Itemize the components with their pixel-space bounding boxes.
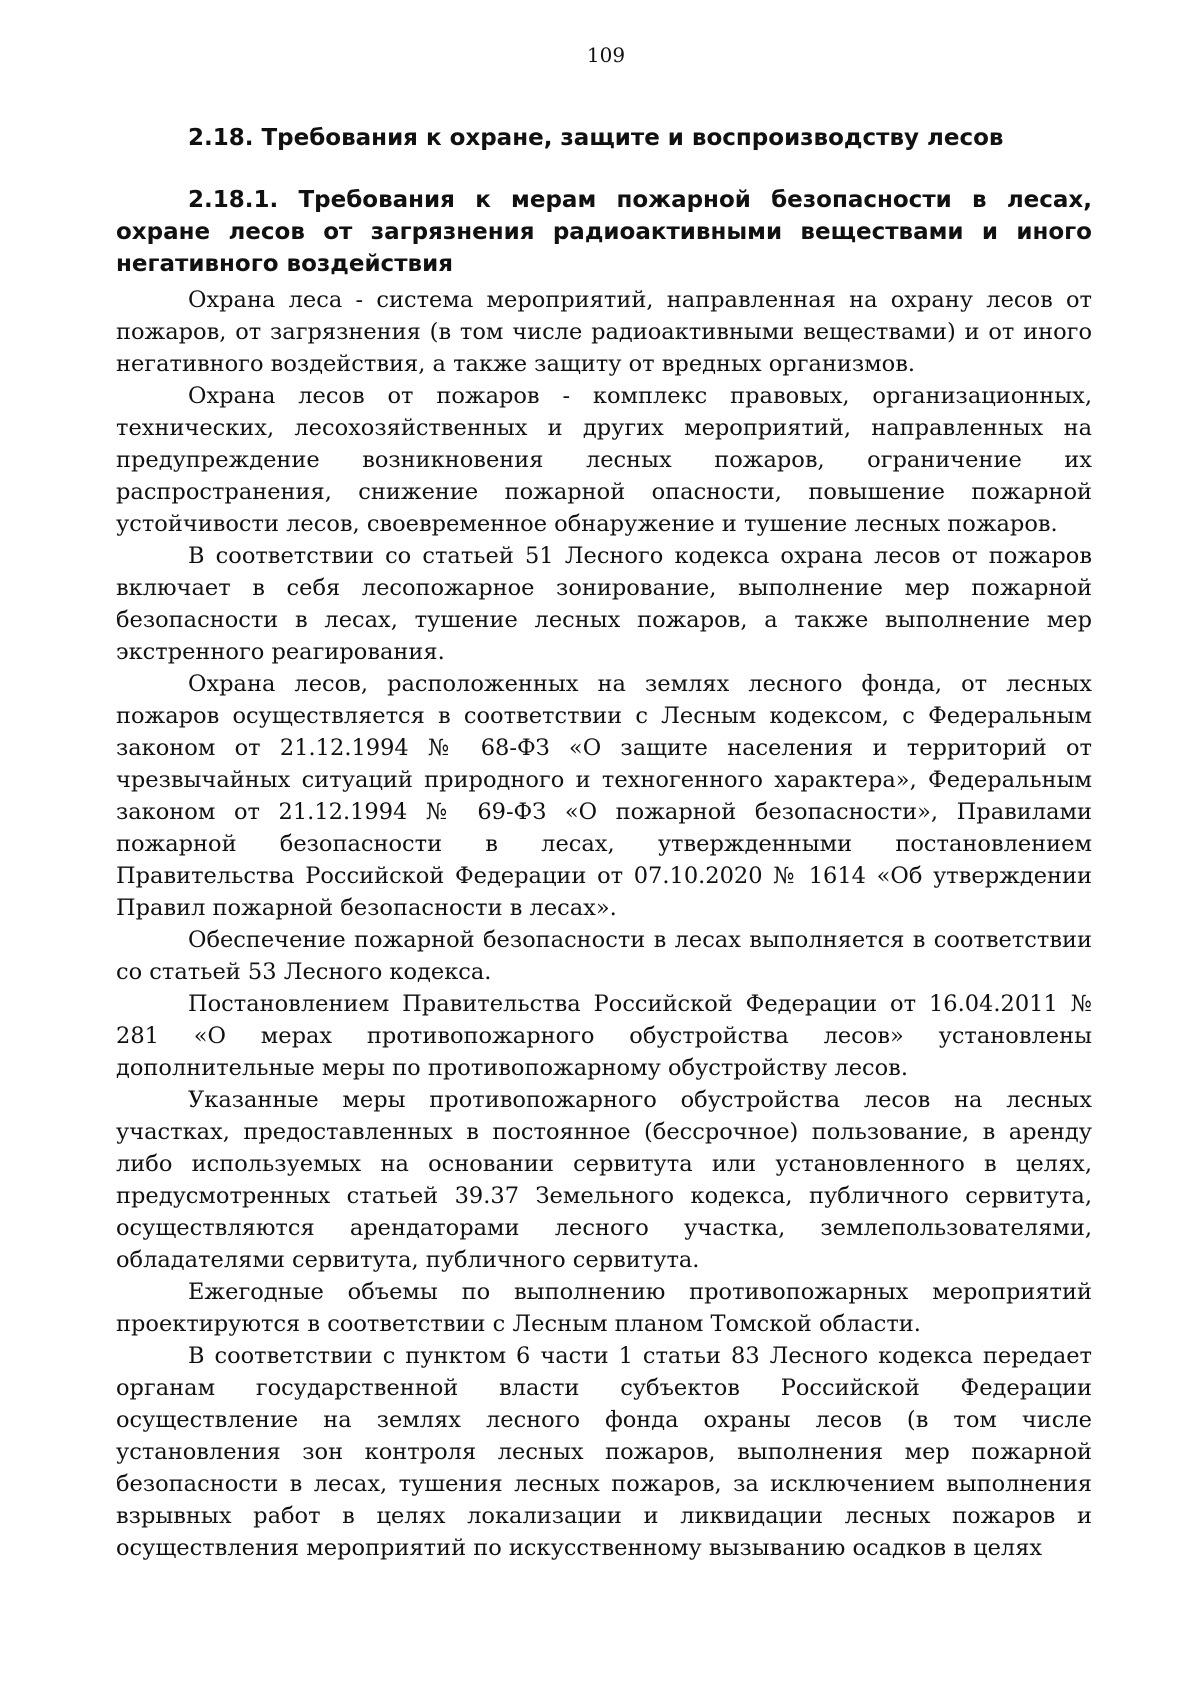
paragraph-article-53: Обеспечение пожарной безопасности в лесах выполняется в соответствии со статьей 53 Лесного кодекса. [116,927,1092,985]
paragraph-measures-executors: Указанные меры противопожарного обустройства лесов на лесных участках, предоставленных в постоянное (бессрочное) пользование, в аренду либо используемых на основании сервитута или установленного в целях, предусмотренных статьей 39.37 Земельного кодекса, публичного сервитута, осуществляются арендаторами лесного участка, землепользователями, обладателями сервитута, публичного сервитута. [116,1087,1092,1273]
paragraph-legal-basis: Охрана лесов, расположенных на землях лесного фонда, от лесных пожаров осуществляется в соответствии с Лесным кодексом, с Федеральным законом от 21.12.1994 № 68-ФЗ «О защите населения и территорий от чрезвычайных ситуаций природного и техногенного характера», Федеральным законом от 21.12.1994 № 69-ФЗ «О пожарной безопасности», Правилами пожарной безопасности в лесах, утвержденными постановлением Правительства Российской Федерации от 07.10.2020 № 1614 «Об утверждении Правил пожарной безопасности в лесах». [116,671,1092,921]
paragraph-fire-protection-definition: Охрана лесов от пожаров - комплекс правовых, организационных, технических, лесохозяйственных и других мероприятий, направленных на предупреждение возникновения лесных пожаров, ограничение их распространения, снижение пожарной опасности, повышение пожарной устойчивости лесов, своевременное обнаружение и тушение лесных пожаров. [116,383,1092,537]
paragraph-forest-protection-definition: Охрана леса - система мероприятий, направленная на охрану лесов от пожаров, от загрязнения (в том числе радиоактивными веществами) и от иного негативного воздействия, а также защиту от вредных организмов. [116,287,1092,377]
page-number: 109 [586,43,626,67]
paragraph-annual-volumes: Ежегодные объемы по выполнению противопожарных мероприятий проектируются в соответствии с Лесным планом Томской области. [116,1279,1092,1337]
section-title: 2.18. Требования к охране, защите и воспроизводству лесов [188,125,1004,151]
subsection-title: 2.18.1. Требования к мерам пожарной безопасности в лесах, охране лесов от загрязнения радиоактивными веществами и иного негативного воздействия [116,187,1092,277]
document-page [116,40,1092,1564]
paragraph-article-51: В соответствии со статьей 51 Лесного кодекса охрана лесов от пожаров включает в себя лесопожарное зонирование, выполнение мер пожарной безопасности в лесах, тушение лесных пожаров, а также выполнение мер экстренного реагирования. [116,543,1092,665]
paragraph-resolution-281: Постановлением Правительства Российской Федерации от 16.04.2011 № 281 «О мерах противопожарного обустройства лесов» установлены дополнительные меры по противопожарному обустройству лесов. [116,991,1092,1081]
paragraph-article-83: В соответствии с пунктом 6 части 1 статьи 83 Лесного кодекса передает органам государственной власти субъектов Российской Федерации осуществление на землях лесного фонда охраны лесов (в том числе установления зон контроля лесных пожаров, выполнения мер пожарной безопасности в лесах, тушения лесных пожаров, за исключением выполнения взрывных работ в целях локализации и ликвидации лесных пожаров и осуществления мероприятий по искусственному вызыванию осадков в целях [116,1343,1092,1561]
